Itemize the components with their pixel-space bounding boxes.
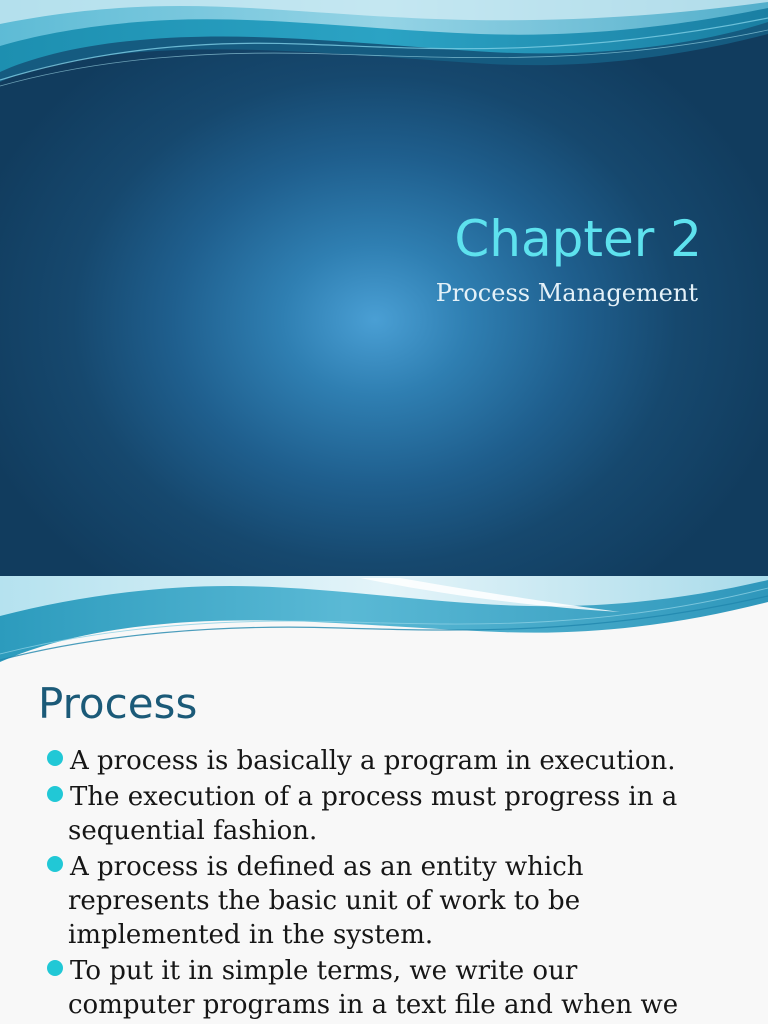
title-slide-wave-decoration [0,0,768,140]
bullet-item [0,954,768,1022]
bullet-marker-icon [47,856,63,872]
bullet-item [0,780,768,848]
bullet-marker-icon [47,786,63,802]
content-slide [0,576,768,1024]
bullet-line: implemented in the system. [68,920,434,950]
bullet-marker-icon [47,960,63,976]
slide-subtitle: Process Management [435,279,698,307]
bullet-line: computer programs in a text file and when we [68,990,679,1020]
bullet-line: The execution of a process must progress in a [70,782,678,812]
slide-heading: Process [38,679,198,728]
bullet-text [70,744,742,778]
bullet-line: represents the basic unit of work to be [68,886,581,916]
bullet-text [70,780,742,848]
bullet-text [70,850,742,952]
slide-title: Chapter 2 [454,210,702,268]
bullet-text [70,954,742,1022]
bullet-marker-icon [47,750,63,766]
bullet-line: A process is defined as an entity which [70,852,584,882]
bullet-item [0,850,768,952]
content-slide-wave-decoration [0,576,768,672]
bullet-list [0,744,768,1024]
bullet-line: A process is basically a program in execution. [70,746,676,776]
bullet-line: sequential fashion. [68,816,318,846]
bullet-line: To put it in simple terms, we write our [70,956,578,986]
bullet-item [0,744,768,778]
